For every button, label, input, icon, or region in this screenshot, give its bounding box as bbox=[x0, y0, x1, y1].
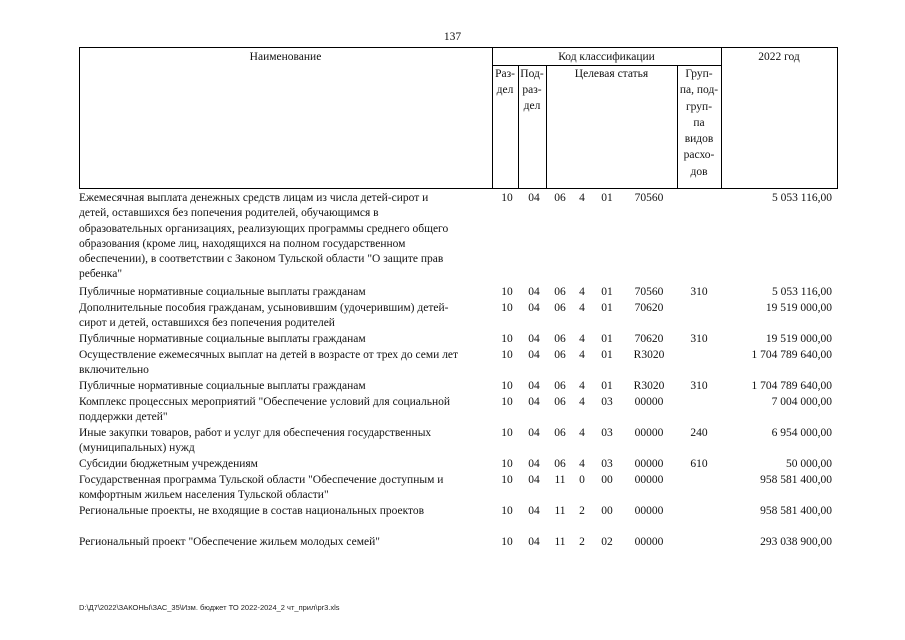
code-section: 10 bbox=[501, 380, 513, 392]
code-section: 10 bbox=[501, 349, 513, 361]
code-target-direction: 70560 bbox=[634, 286, 664, 298]
divider bbox=[79, 48, 80, 188]
code-target-program: 06 bbox=[554, 349, 566, 361]
code-subsection: 04 bbox=[528, 536, 540, 548]
header-name: Наименование bbox=[249, 51, 322, 63]
row-amount: 293 038 900,00 bbox=[760, 536, 832, 548]
code-target-sub: 4 bbox=[579, 458, 585, 470]
code-target-item: 01 bbox=[601, 333, 613, 345]
code-target-sub: 4 bbox=[579, 349, 585, 361]
code-target-program: 06 bbox=[554, 396, 566, 408]
row-name bbox=[79, 473, 494, 504]
row-name bbox=[79, 395, 494, 426]
header-section-line: дел bbox=[496, 84, 514, 96]
code-target-sub: 4 bbox=[579, 192, 585, 204]
row-name-line: образовательных организациях, реализующих программы среднего общего bbox=[79, 222, 449, 235]
row-name bbox=[79, 332, 494, 347]
header-year: 2022 год bbox=[758, 51, 800, 63]
code-target-item: 01 bbox=[601, 286, 613, 298]
row-amount: 19 519 000,00 bbox=[765, 333, 832, 345]
divider bbox=[546, 65, 547, 188]
code-subsection: 04 bbox=[528, 458, 540, 470]
header-expense-line: дов bbox=[690, 165, 708, 178]
code-target-program: 06 bbox=[554, 192, 566, 204]
code-expense-type: 310 bbox=[690, 286, 708, 298]
row-amount: 1 704 789 640,00 bbox=[751, 380, 832, 392]
row-amount: 19 519 000,00 bbox=[765, 302, 832, 314]
header-expense-group bbox=[677, 66, 721, 180]
row-name-line: Региональные проекты, не входящие в состав национальных проектов bbox=[79, 505, 425, 517]
row-name-line: Дополнительные пособия гражданам, усыновившим (удочерившим) детей- bbox=[79, 302, 449, 314]
row-name bbox=[79, 348, 494, 379]
row-name-line: Государственная программа Тульской области "Обеспечение доступным и bbox=[79, 474, 444, 486]
code-target-sub: 4 bbox=[579, 333, 585, 345]
code-target-item: 00 bbox=[601, 505, 613, 517]
row-amount: 6 954 000,00 bbox=[771, 427, 832, 439]
row-name-line: образования (кроме лиц, находящихся на полном государственном bbox=[79, 237, 406, 250]
code-section: 10 bbox=[501, 427, 513, 439]
header-expense-line: Груп- bbox=[685, 68, 713, 80]
code-target-sub: 4 bbox=[579, 427, 585, 439]
code-target-program: 06 bbox=[554, 333, 566, 345]
row-amount: 5 053 116,00 bbox=[772, 286, 832, 298]
code-target-sub: 4 bbox=[579, 380, 585, 392]
header-code-group: Код классификации bbox=[558, 51, 655, 63]
row-amount: 958 581 400,00 bbox=[760, 505, 832, 517]
row-name-line: включительно bbox=[79, 364, 149, 377]
code-target-direction: 00000 bbox=[634, 396, 664, 408]
header-section-line: Раз- bbox=[495, 68, 515, 80]
code-section: 10 bbox=[501, 192, 513, 204]
header-expense-line: видов bbox=[684, 133, 714, 146]
row-amount: 7 004 000,00 bbox=[771, 396, 832, 408]
row-name-line: комфортным жильем населения Тульской области" bbox=[79, 489, 329, 502]
row-name-line: Региональный проект "Обеспечение жильем молодых семей" bbox=[79, 536, 380, 548]
code-target-item: 01 bbox=[601, 380, 613, 392]
code-target-direction: 00000 bbox=[634, 458, 664, 470]
code-section: 10 bbox=[501, 474, 513, 486]
code-target-item: 01 bbox=[601, 192, 613, 204]
code-subsection: 04 bbox=[528, 192, 540, 204]
code-target-item: 03 bbox=[601, 458, 613, 470]
code-section: 10 bbox=[501, 302, 513, 314]
code-target-direction: 70620 bbox=[634, 302, 664, 314]
header-expense-line: груп- bbox=[685, 100, 713, 113]
code-section: 10 bbox=[501, 536, 513, 548]
code-section: 10 bbox=[501, 458, 513, 470]
code-target-item: 03 bbox=[601, 427, 613, 439]
header-expense-line: па bbox=[693, 116, 705, 129]
code-subsection: 04 bbox=[528, 302, 540, 314]
row-name-line: Ежемесячная выплата денежных средств лицам из числа детей-сирот и bbox=[79, 192, 429, 204]
code-section: 10 bbox=[501, 396, 513, 408]
row-name bbox=[79, 191, 494, 283]
code-subsection: 04 bbox=[528, 349, 540, 361]
divider bbox=[837, 48, 838, 188]
code-expense-type: 610 bbox=[690, 458, 708, 470]
header-expense-line: па, под- bbox=[679, 84, 719, 97]
code-target-direction: 70560 bbox=[634, 192, 664, 204]
code-target-program: 06 bbox=[554, 427, 566, 439]
code-target-program: 06 bbox=[554, 380, 566, 392]
code-target-program: 11 bbox=[554, 474, 566, 486]
row-name-line: сирот и детей, оставшихся без попечения родителей bbox=[79, 317, 335, 330]
row-name bbox=[79, 379, 494, 394]
code-subsection: 04 bbox=[528, 396, 540, 408]
row-name bbox=[79, 504, 494, 519]
row-name-line: (муниципальных) нужд bbox=[79, 442, 195, 455]
divider bbox=[721, 48, 722, 188]
code-target-direction: 00000 bbox=[634, 536, 664, 548]
code-target-program: 11 bbox=[554, 536, 566, 548]
row-name-line: Публичные нормативные социальные выплаты гражданам bbox=[79, 380, 366, 392]
header-subsection-line: Под- bbox=[520, 68, 544, 80]
row-name-line: Публичные нормативные социальные выплаты гражданам bbox=[79, 286, 366, 298]
code-section: 10 bbox=[501, 505, 513, 517]
row-name-line: Публичные нормативные социальные выплаты гражданам bbox=[79, 333, 366, 345]
row-name-line: детей, оставшихся без попечения родителей, обучающимся в bbox=[79, 207, 379, 220]
row-name-line: Осуществление ежемесячных выплат на детей в возрасте от трех до семи лет bbox=[79, 349, 459, 361]
code-target-program: 06 bbox=[554, 458, 566, 470]
code-target-sub: 4 bbox=[579, 396, 585, 408]
code-target-item: 00 bbox=[601, 474, 613, 486]
code-target-sub: 0 bbox=[579, 474, 585, 486]
code-target-direction: R3020 bbox=[633, 380, 665, 392]
row-amount: 1 704 789 640,00 bbox=[751, 349, 832, 361]
file-path: D:\Д7\2022\ЗАКОНЫ\ЗАС_35\Изм. бюджет ТО 2022-2024_2 чт_прил\pr3.xls bbox=[79, 603, 340, 612]
header-subsection-line: дел bbox=[523, 100, 541, 112]
code-section: 10 bbox=[501, 333, 513, 345]
code-target-direction: 00000 bbox=[634, 427, 664, 439]
code-target-sub: 2 bbox=[579, 536, 585, 548]
code-subsection: 04 bbox=[528, 474, 540, 486]
code-target-program: 06 bbox=[554, 302, 566, 314]
budget-table bbox=[79, 47, 838, 548]
row-name-line: обеспечении), в соответствии с Законом Тульской области "О защите прав bbox=[79, 253, 444, 266]
row-name bbox=[79, 426, 494, 457]
code-expense-type: 310 bbox=[690, 380, 708, 392]
code-subsection: 04 bbox=[528, 286, 540, 298]
header-target: Целевая статья bbox=[574, 68, 649, 80]
code-target-item: 01 bbox=[601, 349, 613, 361]
page-number: 137 bbox=[443, 31, 462, 43]
row-name-line: ребенка" bbox=[79, 268, 123, 281]
row-name bbox=[79, 535, 494, 550]
header-subsection bbox=[518, 66, 546, 114]
code-target-item: 01 bbox=[601, 302, 613, 314]
header-expense-line: расхо- bbox=[683, 149, 715, 162]
row-amount: 5 053 116,00 bbox=[772, 192, 832, 204]
row-name bbox=[79, 301, 494, 332]
code-target-direction: 00000 bbox=[634, 474, 664, 486]
code-target-sub: 4 bbox=[579, 286, 585, 298]
row-amount: 50 000,00 bbox=[786, 458, 832, 470]
code-subsection: 04 bbox=[528, 505, 540, 517]
code-target-direction: 70620 bbox=[634, 333, 664, 345]
code-subsection: 04 bbox=[528, 333, 540, 345]
table-header bbox=[79, 47, 838, 189]
code-target-item: 02 bbox=[601, 536, 613, 548]
row-name-line: Субсидии бюджетным учреждениям bbox=[79, 458, 258, 470]
code-subsection: 04 bbox=[528, 427, 540, 439]
row-name bbox=[79, 457, 494, 472]
code-target-direction: 00000 bbox=[634, 505, 664, 517]
code-expense-type: 310 bbox=[690, 333, 708, 345]
row-name bbox=[79, 285, 494, 300]
code-subsection: 04 bbox=[528, 380, 540, 392]
row-amount: 958 581 400,00 bbox=[760, 474, 832, 486]
row-name-line: поддержки детей" bbox=[79, 411, 168, 424]
code-target-direction: R3020 bbox=[633, 349, 665, 361]
header-section bbox=[492, 66, 518, 98]
code-expense-type: 240 bbox=[690, 427, 708, 439]
code-target-item: 03 bbox=[601, 396, 613, 408]
header-subsection-line: раз- bbox=[522, 84, 542, 96]
row-name-line: Иные закупки товаров, работ и услуг для обеспечения государственных bbox=[79, 427, 432, 439]
code-target-program: 11 bbox=[554, 505, 566, 517]
code-target-sub: 4 bbox=[579, 302, 585, 314]
code-target-sub: 2 bbox=[579, 505, 585, 517]
code-target-program: 06 bbox=[554, 286, 566, 298]
row-name-line: Комплекс процессных мероприятий "Обеспечение условий для социальной bbox=[79, 396, 450, 408]
code-section: 10 bbox=[501, 286, 513, 298]
